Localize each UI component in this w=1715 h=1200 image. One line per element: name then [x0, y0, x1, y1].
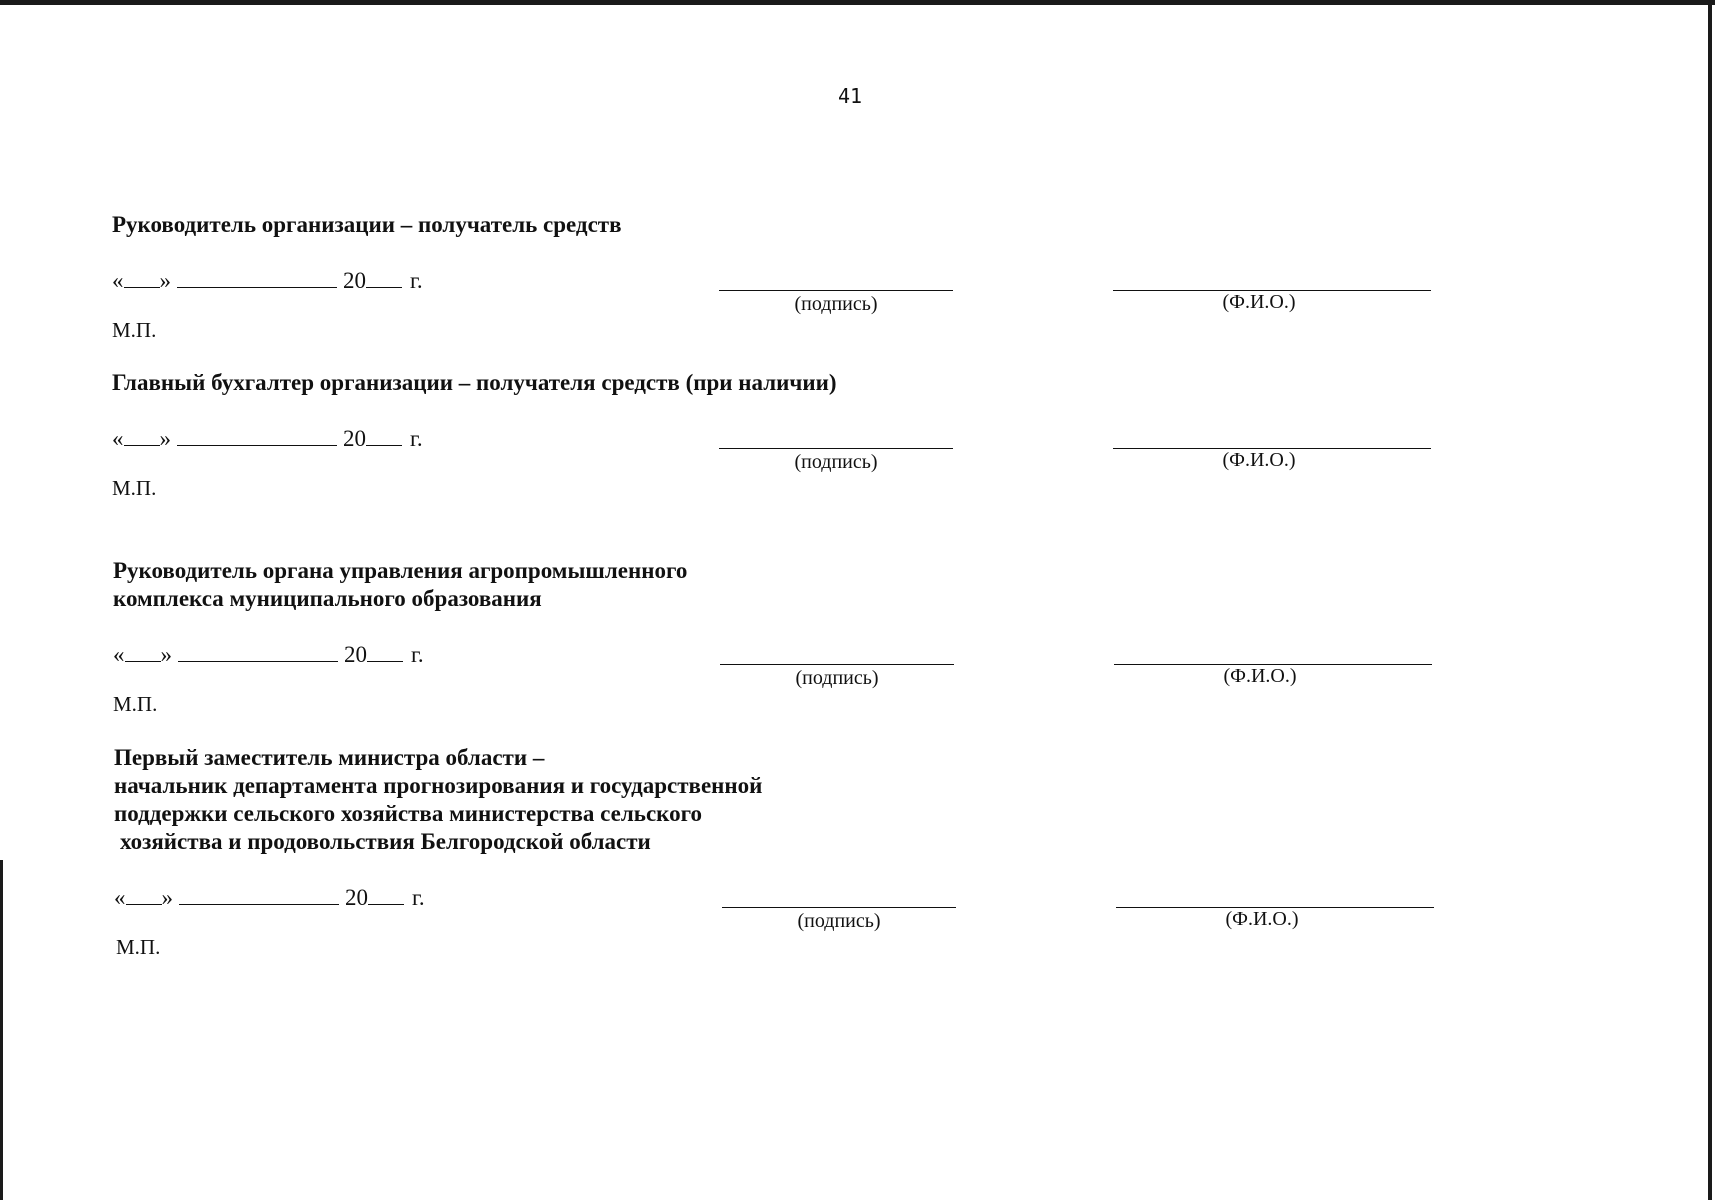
day-blank: [125, 643, 161, 662]
year-blank: [367, 643, 403, 662]
scan-border-left: [0, 860, 3, 1200]
name-caption: (Ф.И.О.): [1222, 449, 1296, 471]
signature-caption: (подпись): [795, 667, 879, 689]
section-title: [113, 557, 687, 613]
stamp-label: М.П.: [112, 318, 157, 342]
title-line: начальник департамента прогнозирования и государственной: [114, 773, 763, 798]
quote-close: »: [159, 268, 171, 293]
date-field: [114, 885, 425, 911]
date-field: [112, 268, 423, 294]
quote-open: «: [113, 642, 125, 667]
name-caption: (Ф.И.О.): [1223, 665, 1297, 687]
signature-line: [719, 448, 953, 449]
signature-line: [719, 290, 953, 291]
scan-border-right: [1708, 0, 1712, 1200]
quote-open: «: [112, 426, 124, 451]
day-blank: [124, 269, 160, 288]
year-blank: [368, 886, 404, 905]
name-caption: (Ф.И.О.): [1222, 291, 1296, 313]
date-field: [113, 642, 424, 668]
month-blank: [179, 886, 339, 905]
quote-close: »: [160, 642, 172, 667]
quote-close: »: [159, 426, 171, 451]
stamp-label: М.П.: [113, 692, 158, 716]
signature-caption: (подпись): [794, 451, 878, 473]
month-blank: [177, 427, 337, 446]
century: 20: [343, 268, 366, 293]
title-line: Главный бухгалтер организации – получателя средств (при наличии): [112, 370, 837, 395]
title-line: поддержки сельского хозяйства министерства сельского: [114, 801, 702, 826]
year-blank: [366, 269, 402, 288]
day-blank: [124, 427, 160, 446]
signature-caption: (подпись): [797, 910, 881, 932]
century: 20: [344, 642, 367, 667]
month-blank: [178, 643, 338, 662]
signature-line: [720, 664, 954, 665]
year-suffix: г.: [411, 642, 424, 667]
scan-border-top: [0, 0, 1715, 5]
year-suffix: г.: [410, 268, 423, 293]
year-suffix: г.: [410, 426, 423, 451]
title-line: Руководитель органа управления агропромышленного: [113, 558, 688, 583]
signature-caption: (подпись): [794, 293, 878, 315]
title-line: Руководитель организации – получатель средств: [112, 212, 622, 237]
century: 20: [343, 426, 366, 451]
quote-open: «: [112, 268, 124, 293]
page-number: 41: [837, 84, 863, 108]
quote-open: «: [114, 885, 126, 910]
quote-close: »: [161, 885, 173, 910]
century: 20: [345, 885, 368, 910]
year-blank: [366, 427, 402, 446]
section-title: [114, 744, 762, 856]
signature-line: [722, 907, 956, 908]
section-title: [112, 211, 622, 239]
day-blank: [126, 886, 162, 905]
month-blank: [177, 269, 337, 288]
section-title: [112, 369, 837, 397]
title-line: комплекса муниципального образования: [113, 586, 542, 611]
title-line: Первый заместитель министра области –: [114, 745, 545, 770]
date-field: [112, 426, 423, 452]
stamp-label: М.П.: [112, 476, 157, 500]
stamp-label: М.П.: [116, 935, 161, 959]
title-line: хозяйства и продовольствия Белгородской области: [120, 829, 651, 854]
year-suffix: г.: [412, 885, 425, 910]
name-caption: (Ф.И.О.): [1225, 908, 1299, 930]
